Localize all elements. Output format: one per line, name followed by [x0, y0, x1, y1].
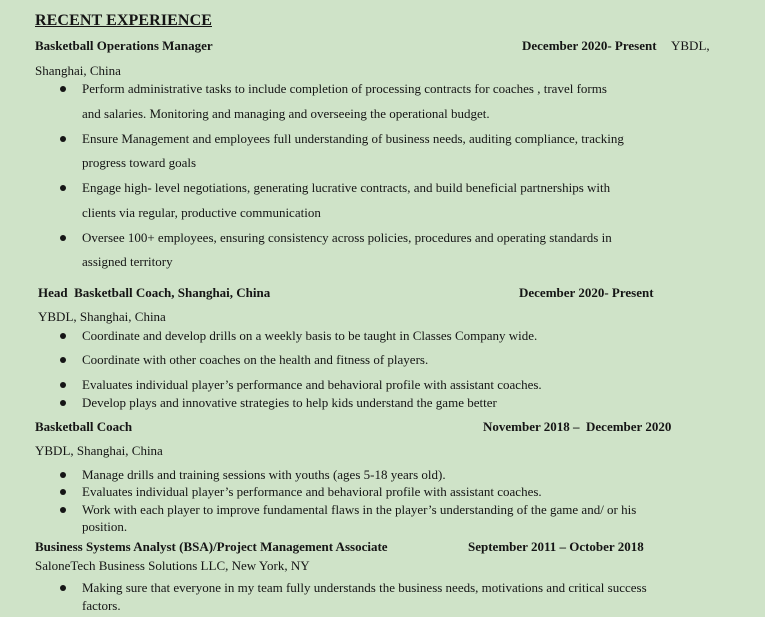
job-date: December 2020- Present — [522, 38, 657, 53]
bullet-text: Engage high- level negotiations, generating lucrative contracts, and build beneficial partnerships with — [82, 180, 611, 195]
bullet-icon — [60, 235, 66, 241]
bullet-icon — [60, 357, 66, 363]
bullet-icon — [60, 86, 66, 92]
job-title: Basketball Operations Manager — [35, 38, 213, 53]
job-date: September 2011 – October 2018 — [468, 539, 644, 554]
bullet-text: position. — [82, 519, 128, 534]
job-org: YBDL, — [671, 38, 710, 53]
bullet-text: Manage drills and training sessions with youths (ages 5-18 years old). — [82, 467, 446, 482]
bullet-text: Oversee 100+ employees, ensuring consistency across policies, procedures and operating standards in — [82, 230, 612, 245]
bullet-text: Work with each player to improve fundamental flaws in the player’s understanding of the game and/ or his — [82, 502, 637, 517]
bullet-text: Develop plays and innovative strategies to help kids understand the game better — [82, 395, 497, 410]
bullet-text: Ensure Management and employees full understanding of business needs, auditing compliance, tracking — [82, 131, 624, 146]
bullet-icon — [60, 472, 66, 478]
job-date: December 2020- Present — [519, 285, 654, 300]
job-date: November 2018 – December 2020 — [483, 419, 672, 434]
bullet-icon — [60, 333, 66, 339]
job-title: Business Systems Analyst (BSA)/Project Management Associate — [35, 539, 388, 554]
job-location: Shanghai, China — [35, 63, 121, 78]
bullet-icon — [60, 400, 66, 406]
bullet-text: clients via regular, productive communication — [82, 205, 321, 220]
job-location: YBDL, Shanghai, China — [35, 443, 163, 458]
bullet-icon — [60, 136, 66, 142]
section-title: RECENT EXPERIENCE — [35, 12, 212, 29]
bullet-icon — [60, 185, 66, 191]
bullet-text: progress toward goals — [82, 155, 197, 170]
bullet-icon — [60, 489, 66, 495]
job-location: SaloneTech Business Solutions LLC, New York, NY — [35, 558, 310, 573]
bullet-text: Evaluates individual player’s performance and behavioral profile with assistant coaches. — [82, 377, 542, 392]
bullet-text: Perform administrative tasks to include completion of processing contracts for coaches , travel forms — [82, 81, 607, 96]
bullet-icon — [60, 382, 66, 388]
bullet-icon — [60, 585, 66, 591]
job-location: YBDL, Shanghai, China — [38, 309, 166, 324]
job-title: Basketball Coach — [35, 419, 133, 434]
bullet-icon — [60, 507, 66, 513]
bullet-text: Evaluates individual player’s performance and behavioral profile with assistant coaches. — [82, 484, 542, 499]
bullet-text: Coordinate with other coaches on the health and fitness of players. — [82, 352, 429, 367]
bullet-text: Making sure that everyone in my team fully understands the business needs, motivations and critical success — [82, 580, 647, 595]
bullet-text: assigned territory — [82, 254, 173, 269]
bullet-text: Coordinate and develop drills on a weekly basis to be taught in Classes Company wide. — [82, 328, 538, 343]
bullet-text: factors. — [82, 598, 121, 613]
bullet-text: and salaries. Monitoring and managing and overseeing the operational budget. — [82, 106, 490, 121]
job-title: Head Basketball Coach, Shanghai, China — [38, 285, 271, 300]
